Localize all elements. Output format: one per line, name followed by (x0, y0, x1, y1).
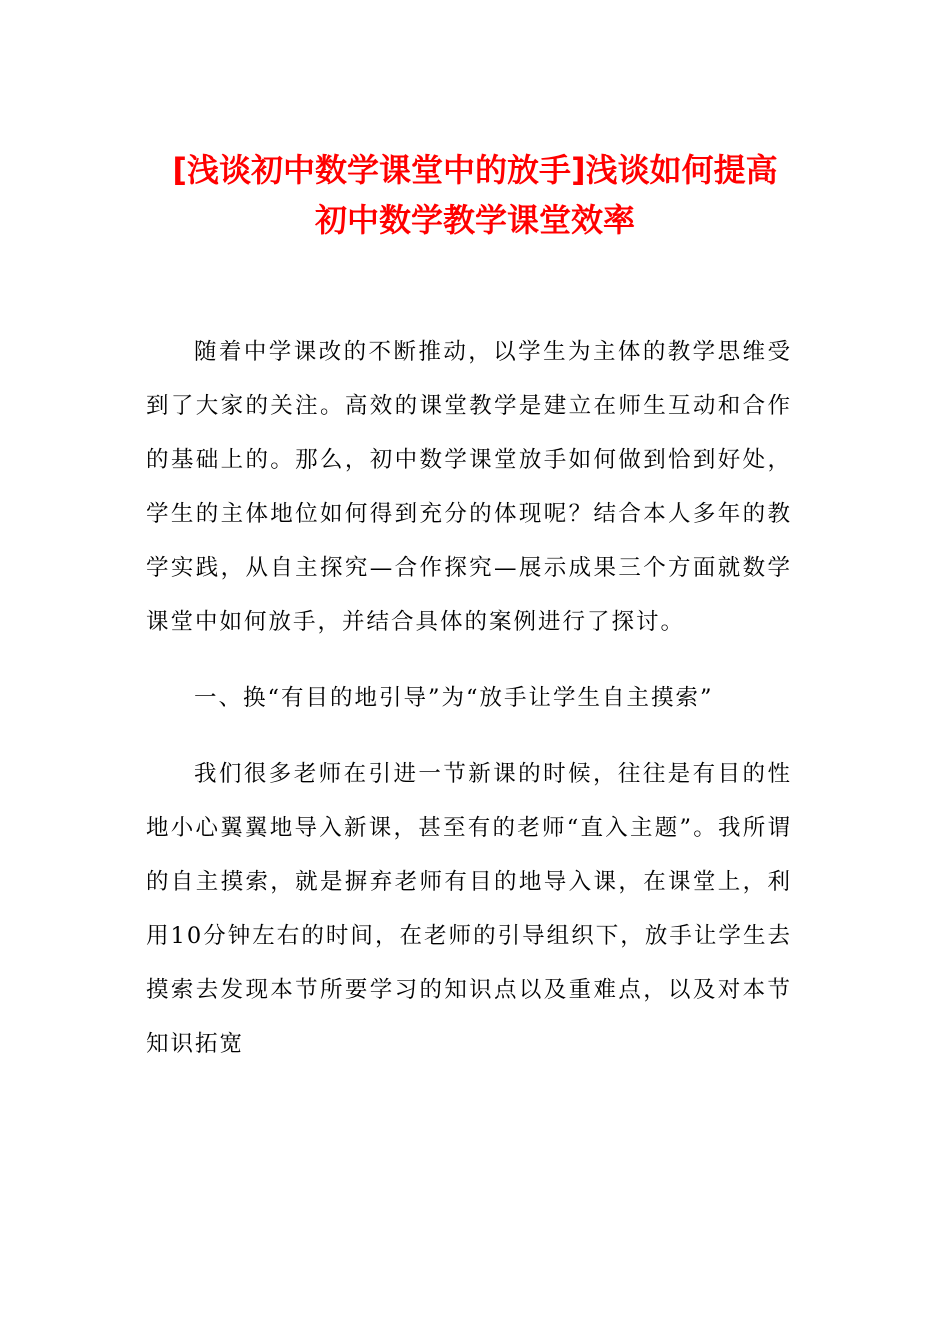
document-body (146, 325, 792, 1093)
document-title (120, 145, 830, 245)
title-line-1: [浅谈初中数学课堂中的放手]浅谈如何提高 (172, 151, 778, 189)
section-paragraph-1: 我们很多老师在引进一节新课的时候，往往是有目的性地小心翼翼地导入新课，甚至有的老师“直入主题”。我所谓的自主摸索，就是摒弃老师有目的地导入课，在课堂上，利用10分钟左右的时间，在老师的引导组织下，放手让学生去摸索去发现本节所要学习的知识点以及重难点，以及对本节知识拓宽 (146, 761, 792, 1057)
title-line-2: 初中数学教学课堂效率 (314, 201, 635, 239)
intro-paragraph: 随着中学课改的不断推动，以学生为主体的教学思维受到了大家的关注。高效的课堂教学是建立在师生互动和合作的基础上的。那么，初中数学课堂放手如何做到恰到好处，学生的主体地位如何得到充分的体现呢？结合本人多年的教学实践，从自主探究—合作探究—展示成果三个方面就数学课堂中如何放手，并结合具体的案例进行了探讨。 (146, 339, 792, 635)
section-heading-1: 一、换“有目的地引导”为“放手让学生自主摸索” (194, 685, 714, 711)
